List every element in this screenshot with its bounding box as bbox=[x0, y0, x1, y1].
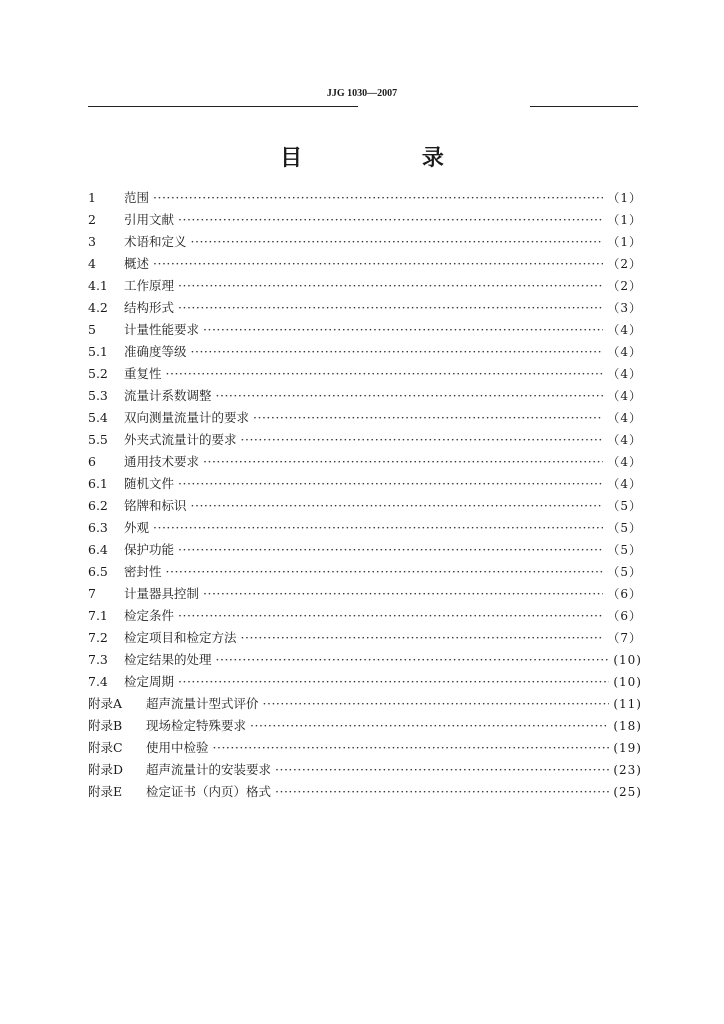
toc-entry-number: 7.4 bbox=[88, 674, 108, 689]
toc-leader-dots bbox=[203, 454, 603, 469]
header-rule-right bbox=[530, 106, 638, 107]
toc-leader-dots bbox=[153, 256, 603, 271]
toc-entry-page: （4） bbox=[607, 411, 642, 425]
toc-leader-dots bbox=[275, 762, 609, 777]
toc-entry-number: 7 bbox=[88, 586, 96, 601]
toc-entry[interactable] bbox=[88, 518, 642, 540]
toc-entry-label: 引用文献 bbox=[124, 212, 175, 227]
toc-leader-dots bbox=[216, 652, 610, 667]
toc-leader-dots bbox=[178, 542, 603, 557]
toc-entry-label: 外观 bbox=[124, 520, 150, 535]
toc-entry[interactable] bbox=[88, 716, 642, 738]
toc-entry[interactable] bbox=[88, 254, 642, 276]
toc-entry-page: (11) bbox=[613, 697, 642, 711]
toc-entry-label: 超声流量计型式评价 bbox=[146, 696, 259, 711]
toc-entry[interactable] bbox=[88, 496, 642, 518]
toc-entry-page: （4） bbox=[607, 477, 642, 491]
toc-entry[interactable] bbox=[88, 474, 642, 496]
toc-entry-label: 现场检定特殊要求 bbox=[146, 718, 247, 733]
toc-entry-number: 1 bbox=[88, 190, 96, 205]
toc-leader-dots bbox=[191, 234, 604, 249]
toc-entry[interactable] bbox=[88, 386, 642, 408]
toc-entry[interactable] bbox=[88, 342, 642, 364]
toc-entry-page: （4） bbox=[607, 433, 642, 447]
toc-entry-page: （4） bbox=[607, 345, 642, 359]
toc-leader-dots bbox=[178, 674, 609, 689]
toc-entry-label: 检定证书（内页）格式 bbox=[146, 784, 272, 799]
toc-entry-label: 工作原理 bbox=[124, 278, 175, 293]
toc-entry-number: 5.5 bbox=[88, 432, 108, 447]
toc-entry-number: 2 bbox=[88, 212, 96, 227]
toc-entry-number: 6.1 bbox=[88, 476, 108, 491]
toc-entry[interactable] bbox=[88, 430, 642, 452]
toc-entry-number: 附录D bbox=[88, 762, 124, 777]
toc-entry-page: （3） bbox=[607, 301, 642, 315]
toc-entry-label: 流量计系数调整 bbox=[124, 388, 212, 403]
toc-entry-label: 范围 bbox=[124, 190, 150, 205]
toc-entry-page: （7） bbox=[607, 631, 642, 645]
toc-entry-number: 附录E bbox=[88, 784, 123, 799]
toc-entry-number: 6.2 bbox=[88, 498, 108, 513]
toc-entry-label: 概述 bbox=[124, 256, 150, 271]
toc-entry-number: 6.4 bbox=[88, 542, 108, 557]
toc-leader-dots bbox=[166, 564, 604, 579]
toc-entry-number: 6.3 bbox=[88, 520, 108, 535]
toc-entry[interactable] bbox=[88, 232, 642, 254]
toc-entry-label: 通用技术要求 bbox=[124, 454, 200, 469]
toc-leader-dots bbox=[203, 322, 603, 337]
toc-entry[interactable] bbox=[88, 298, 642, 320]
toc-entry-page: （4） bbox=[607, 389, 642, 403]
toc-entry-page: （4） bbox=[607, 455, 642, 469]
toc-leader-dots bbox=[178, 278, 603, 293]
toc-entry-label: 准确度等级 bbox=[124, 344, 187, 359]
toc-leader-dots bbox=[178, 608, 603, 623]
standard-code-header: JJG 1030—2007 bbox=[326, 88, 398, 99]
toc-entry-page: （6） bbox=[607, 609, 642, 623]
toc-entry-label: 计量性能要求 bbox=[124, 322, 200, 337]
toc-entry-number: 6.5 bbox=[88, 564, 108, 579]
toc-entry-label: 双向测量流量计的要求 bbox=[124, 410, 250, 425]
toc-entry[interactable] bbox=[88, 672, 642, 694]
toc-entry-page: （2） bbox=[607, 257, 642, 271]
toc-entry-label: 计量器具控制 bbox=[124, 586, 200, 601]
toc-entry-number: 5 bbox=[88, 322, 96, 337]
toc-entry-number: 附录A bbox=[88, 696, 123, 711]
toc-entry-page: （5） bbox=[607, 499, 642, 513]
toc-entry[interactable] bbox=[88, 760, 642, 782]
toc-entry-number: 附录B bbox=[88, 718, 123, 733]
toc-leader-dots bbox=[275, 784, 609, 799]
toc-leader-dots bbox=[241, 432, 604, 447]
toc-entry-page: （4） bbox=[607, 323, 642, 337]
toc-entry-page: (18) bbox=[613, 719, 642, 733]
toc-entry-label: 检定结果的处理 bbox=[124, 652, 212, 667]
toc-entry[interactable] bbox=[88, 364, 642, 386]
toc-entry[interactable] bbox=[88, 452, 642, 474]
toc-entry[interactable] bbox=[88, 188, 642, 210]
toc-leader-dots bbox=[203, 586, 603, 601]
page-title: 目 录 bbox=[280, 146, 500, 171]
toc-entry[interactable] bbox=[88, 276, 642, 298]
toc-entry[interactable] bbox=[88, 210, 642, 232]
toc-entry-page: (10) bbox=[613, 675, 642, 689]
table-of-contents bbox=[88, 188, 642, 804]
toc-entry-label: 铭牌和标识 bbox=[124, 498, 187, 513]
toc-entry-page: （5） bbox=[607, 543, 642, 557]
toc-leader-dots bbox=[178, 476, 603, 491]
toc-entry[interactable] bbox=[88, 650, 642, 672]
toc-entry-number: 5.3 bbox=[88, 388, 108, 403]
toc-leader-dots bbox=[216, 388, 604, 403]
toc-entry-number: 4.2 bbox=[88, 300, 108, 315]
toc-entry-page: (25) bbox=[613, 785, 642, 799]
toc-leader-dots bbox=[250, 718, 609, 733]
toc-entry[interactable] bbox=[88, 628, 642, 650]
toc-entry-label: 术语和定义 bbox=[124, 234, 187, 249]
toc-entry-number: 3 bbox=[88, 234, 96, 249]
toc-leader-dots bbox=[178, 300, 603, 315]
toc-entry-page: (23) bbox=[613, 763, 642, 777]
toc-entry[interactable] bbox=[88, 320, 642, 342]
toc-entry[interactable] bbox=[88, 540, 642, 562]
toc-leader-dots bbox=[178, 212, 603, 227]
toc-entry-number: 7.3 bbox=[88, 652, 108, 667]
toc-entry-number: 5.1 bbox=[88, 344, 108, 359]
toc-entry-label: 使用中检验 bbox=[146, 740, 209, 755]
toc-leader-dots bbox=[253, 410, 603, 425]
toc-entry-label: 检定项目和检定方法 bbox=[124, 630, 237, 645]
toc-leader-dots bbox=[191, 344, 604, 359]
toc-entry[interactable] bbox=[88, 606, 642, 628]
toc-entry-number: 7.2 bbox=[88, 630, 108, 645]
toc-leader-dots bbox=[191, 498, 604, 513]
toc-leader-dots bbox=[166, 366, 604, 381]
toc-entry-page: （1） bbox=[607, 235, 642, 249]
toc-entry-label: 检定条件 bbox=[124, 608, 175, 623]
toc-entry-number: 附录C bbox=[88, 740, 123, 755]
toc-entry-label: 外夹式流量计的要求 bbox=[124, 432, 237, 447]
toc-entry-page: (19) bbox=[613, 741, 642, 755]
toc-entry-label: 保护功能 bbox=[124, 542, 175, 557]
toc-entry-page: （5） bbox=[607, 565, 642, 579]
toc-entry-label: 检定周期 bbox=[124, 674, 175, 689]
toc-entry-label: 密封性 bbox=[124, 564, 162, 579]
toc-leader-dots bbox=[213, 740, 610, 755]
toc-entry[interactable] bbox=[88, 408, 642, 430]
toc-entry[interactable] bbox=[88, 584, 642, 606]
header-rule-left bbox=[88, 106, 358, 107]
toc-leader-dots bbox=[241, 630, 604, 645]
toc-entry[interactable] bbox=[88, 562, 642, 584]
toc-entry-page: （1） bbox=[607, 191, 642, 205]
toc-entry-page: （2） bbox=[607, 279, 642, 293]
toc-entry-page: （5） bbox=[607, 521, 642, 535]
toc-entry-label: 结构形式 bbox=[124, 300, 175, 315]
toc-entry-label: 随机文件 bbox=[124, 476, 175, 491]
toc-entry-number: 7.1 bbox=[88, 608, 108, 623]
toc-entry-number: 4.1 bbox=[88, 278, 108, 293]
toc-entry[interactable] bbox=[88, 694, 642, 716]
toc-entry-label: 重复性 bbox=[124, 366, 162, 381]
toc-entry-number: 5.2 bbox=[88, 366, 108, 381]
toc-entry-number: 4 bbox=[88, 256, 96, 271]
toc-leader-dots bbox=[153, 520, 603, 535]
toc-entry-label: 超声流量计的安装要求 bbox=[146, 762, 272, 777]
toc-entry-page: (10) bbox=[613, 653, 642, 667]
toc-leader-dots bbox=[263, 696, 610, 711]
toc-entry-page: （4） bbox=[607, 367, 642, 381]
toc-entry-number: 6 bbox=[88, 454, 96, 469]
toc-entry[interactable] bbox=[88, 738, 642, 760]
toc-entry[interactable] bbox=[88, 782, 642, 804]
toc-entry-page: （1） bbox=[607, 213, 642, 227]
toc-entry-page: （6） bbox=[607, 587, 642, 601]
toc-entry-number: 5.4 bbox=[88, 410, 108, 425]
toc-leader-dots bbox=[153, 190, 603, 205]
